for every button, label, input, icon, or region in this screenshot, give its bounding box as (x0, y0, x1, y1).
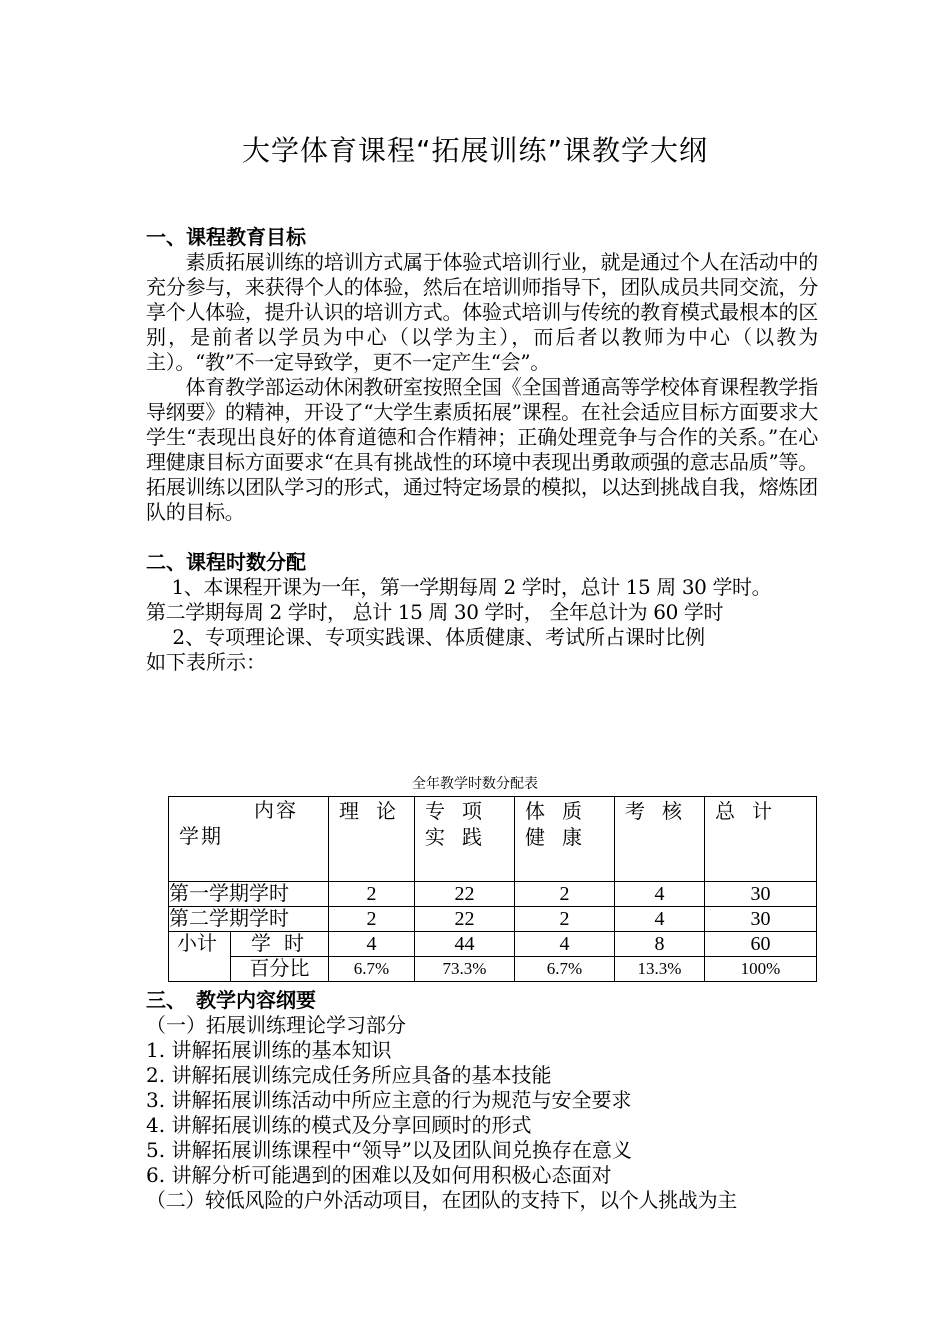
table-cell: 2 (329, 882, 415, 907)
table-cell: 13.3% (615, 957, 705, 982)
table-cell: 73.3% (415, 957, 515, 982)
section-3-subheading-2: （二）较低风险的户外活动项目，在团队的支持下，以个人挑战为主 (146, 1188, 737, 1212)
table-cell: 6.7% (329, 957, 415, 982)
section-1-paragraph-2: 体育教学部运动休闲教研室按照全国《全国普通高等学校体育课程教学指导纲要》的精神，开设了“大学生素质拓展”课程。在社会适应目标方面要求大学生“表现出良好的体育道德和合作精神；正确处理竞争与合作的关系。”在心理健康目标方面要求“在具有挑战性的环境中表现出勇敢顽强的意志品质”等。拓展训练以团队学习的形式，通过特定场景的模拟，以达到挑战自我，熔炼团队的目标。 (146, 375, 818, 524)
corner-content-label: 内容 (254, 800, 298, 822)
table-cell: 2 (515, 907, 615, 932)
table-row (169, 907, 817, 932)
subtotal-label: 小计 (169, 932, 231, 982)
section-2 (146, 550, 826, 675)
section-2-line-2: 第二学期每周 2 学时， 总计 15 周 30 学时， 全年总计为 60 学时 (146, 600, 724, 624)
section-3 (146, 988, 826, 1213)
section-1 (146, 225, 818, 525)
table-row-percent (169, 957, 817, 982)
section-1-paragraph-1: 素质拓展训练的培训方式属于体验式培训行业，就是通过个人在活动中的充分参与，来获得个人的体验，然后在培训师指导下，团队成员共同交流，分享个人体验，提升认识的培训方式。体验式培训与传统的教育模式最根本的区别，是前者以学员为中心（以学为主），而后者以教师为中心（以教为主）。“教”不一定导致学，更不一定产生“会”。 (146, 250, 818, 374)
table-row-hours (169, 932, 817, 957)
section-1-heading: 一、课程教育目标 (146, 225, 306, 249)
list-item: 6. 讲解分析可能遇到的困难以及如何用积极心态面对 (146, 1163, 612, 1187)
list-item: 4. 讲解拓展训练的模式及分享回顾时的形式 (146, 1113, 532, 1137)
table-corner-cell (169, 797, 329, 882)
table-caption: 全年教学时数分配表 (412, 776, 538, 792)
table-cell: 30 (705, 907, 817, 932)
percent-label: 百分比 (231, 957, 329, 982)
hours-label: 学 时 (231, 932, 329, 957)
header-cell: 总 计 (705, 797, 817, 882)
section-2-heading: 二、课程时数分配 (146, 550, 306, 574)
table-cell: 8 (615, 932, 705, 957)
row-label: 第一学期学时 (169, 882, 329, 907)
document-title: 大学体育课程“拓展训练”课教学大纲 (241, 134, 708, 167)
table-cell: 4 (515, 932, 615, 957)
list-item: 3. 讲解拓展训练活动中所应主意的行为规范与安全要求 (146, 1088, 632, 1112)
section-2-line-3: 2、专项理论课、专项实践课、体质健康、考试所占课时比例 (146, 625, 706, 649)
row-label: 第二学期学时 (169, 907, 329, 932)
table-cell: 22 (415, 882, 515, 907)
table-cell: 100% (705, 957, 817, 982)
section-3-heading: 三、 教学内容纲要 (146, 988, 316, 1012)
table-cell: 6.7% (515, 957, 615, 982)
table-cell: 2 (329, 907, 415, 932)
table-row (169, 882, 817, 907)
table-cell: 22 (415, 907, 515, 932)
list-item: 1. 讲解拓展训练的基本知识 (146, 1038, 392, 1062)
header-cell: 体 质 健 康 (515, 797, 615, 882)
list-item: 2. 讲解拓展训练完成任务所应具备的基本技能 (146, 1063, 552, 1087)
table-cell: 2 (515, 882, 615, 907)
table-header-row (169, 797, 817, 882)
table-cell: 30 (705, 882, 817, 907)
hours-table (168, 796, 817, 982)
table-cell: 4 (615, 907, 705, 932)
section-3-subheading-1: （一）拓展训练理论学习部分 (146, 1013, 406, 1037)
header-cell: 专 项 实 践 (415, 797, 515, 882)
table-cell: 44 (415, 932, 515, 957)
section-2-line-1: 1、本课程开课为一年，第一学期每周 2 学时，总计 15 周 30 学时。 (146, 575, 772, 599)
list-item: 5. 讲解拓展训练课程中“领导”以及团队间兑换存在意义 (146, 1138, 632, 1162)
table-cell: 4 (329, 932, 415, 957)
header-cell: 理 论 (329, 797, 415, 882)
corner-semester-label: 学期 (179, 826, 223, 848)
section-2-line-4: 如下表所示： (146, 650, 266, 674)
table-cell: 60 (705, 932, 817, 957)
header-cell: 考 核 (615, 797, 705, 882)
table-cell: 4 (615, 882, 705, 907)
